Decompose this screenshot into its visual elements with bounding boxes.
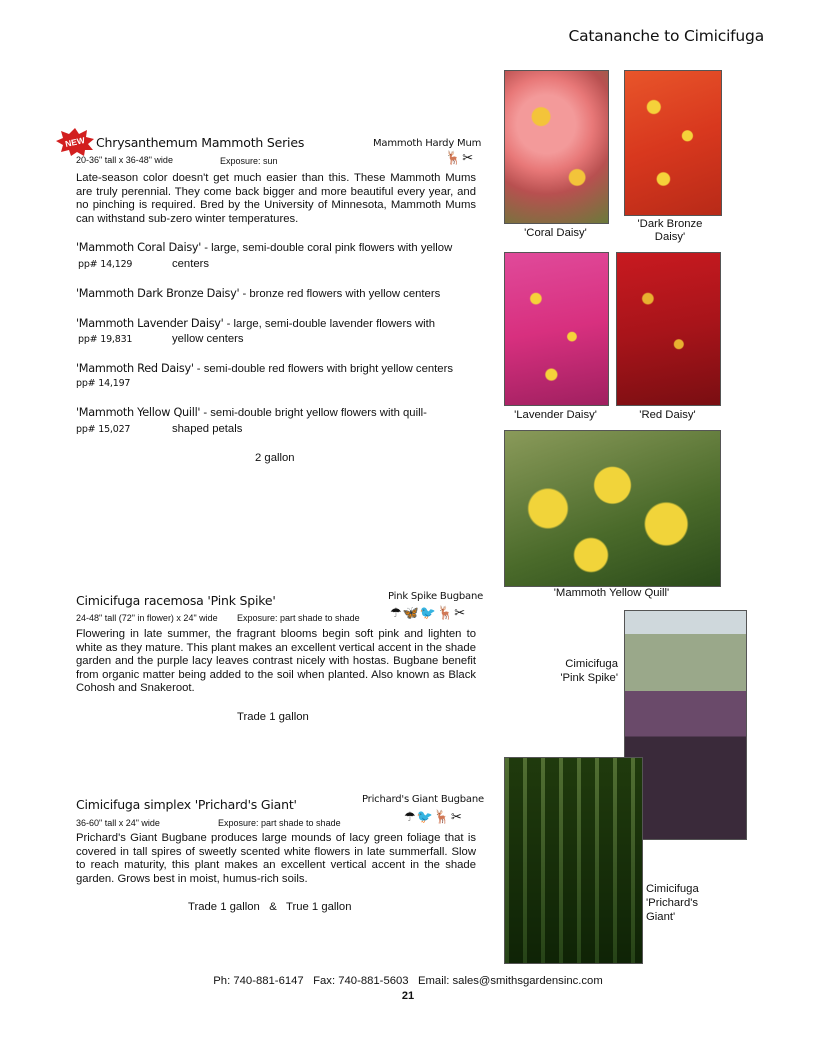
photo-coral-daisy [504, 70, 609, 224]
size-pink-spike: 24-48" tall (72" in flower) x 24" wide [76, 613, 218, 623]
variety-desc: - semi-double red flowers with bright yellow centers [193, 363, 453, 375]
cut-flower-icon: ✂ [462, 150, 475, 165]
pot-size-pink-spike: Trade 1 gallon [237, 711, 309, 723]
icons-prichard [404, 809, 463, 825]
variety-name: 'Mammoth Lavender Daisy' [76, 317, 224, 330]
variety-desc: - bronze red flowers with yellow centers [239, 288, 441, 300]
variety-name: 'Mammoth Coral Daisy' [76, 241, 202, 254]
hummingbird-icon: 🐦 [416, 809, 434, 824]
caption-mammoth-yellow-quill: 'Mammoth Yellow Quill' [553, 587, 670, 599]
common-name-chrysanthemum: Mammoth Hardy Mum [373, 138, 482, 149]
variety-yellow [76, 406, 496, 419]
photo-lavender-daisy [504, 252, 609, 406]
new-badge-text: NEW [64, 135, 86, 149]
caption-coral-daisy: 'Coral Daisy' [524, 227, 587, 239]
section-title-prichard: Cimicifuga simplex 'Prichard's Giant' [76, 797, 297, 812]
variety-desc-cont: yellow centers [172, 333, 244, 345]
variety-desc: - large, semi-double coral pink flowers with yellow [201, 242, 453, 254]
pot-size-prichard: Trade 1 gallon & True 1 gallon [188, 901, 352, 913]
photo-red-daisy [616, 252, 721, 406]
shade-icon: ☂ [404, 809, 417, 824]
patent-coral: pp# 14,129 [78, 259, 133, 270]
photo-dark-bronze-daisy [624, 70, 722, 216]
footer-contact: Ph: 740-881-6147 Fax: 740-881-5603 Email: sales@smithsgardensinc.com [213, 975, 603, 987]
photo-prichards-giant [504, 757, 643, 964]
exposure-prichard: Exposure: part shade to shade [218, 818, 341, 828]
variety-name: 'Mammoth Red Daisy' [76, 362, 194, 375]
variety-name: 'Mammoth Yellow Quill' [76, 406, 201, 419]
shade-icon: ☂ [390, 605, 403, 620]
butterfly-icon: 🦋 [402, 605, 420, 620]
caption-pink-spike: Cimicifuga 'Pink Spike' [560, 658, 618, 684]
caption-prichards-giant: Cimicifuga 'Prichard's Giant' [646, 883, 699, 923]
description-pink-spike: Flowering in late summer, the fragrant blooms begin soft pink and lighten to white as they mature. This plant makes an excellent vertical accent in the shade garden and the purple lacy leaves contrast nicely with hostas. Bugbane benefit from organic matter being added to the soil when planted. Also known as Black Cohosh and Snakeroot. [76, 628, 476, 695]
exposure-chrysanthemum: Exposure: sun [220, 156, 278, 166]
caption-dark-bronze-daisy: 'Dark Bronze Daisy' [637, 218, 703, 243]
description-prichard: Prichard's Giant Bugbane produces large mounds of lacy green foliage that is covered in tall spires of sweetly scented white flowers in late summerfall. Slow to reach maturity, this plant makes an excellent vertical accent in the shade garden. Grows best in moist, humus-rich soils. [76, 832, 476, 885]
cut-flower-icon: ✂ [451, 809, 463, 824]
icons-chrysanthemum [445, 150, 474, 166]
page-header-title: Catananche to Cimicifuga [568, 27, 764, 45]
patent-red: pp# 14,197 [76, 378, 131, 389]
variety-desc: - semi-double bright yellow flowers with quill- [200, 407, 427, 419]
variety-desc-cont: shaped petals [172, 423, 243, 435]
pot-size-chrysanthemum: 2 gallon [255, 452, 295, 464]
deer-resistant-icon: 🦌 [437, 605, 455, 620]
caption-lavender-daisy: 'Lavender Daisy' [514, 409, 597, 421]
page-number: 21 [401, 990, 415, 1002]
caption-red-daisy: 'Red Daisy' [639, 409, 696, 421]
variety-bronze [76, 287, 496, 300]
common-name-prichard: Prichard's Giant Bugbane [362, 794, 484, 805]
description-chrysanthemum: Late-season color doesn't get much easier than this. These Mammoth Mums are truly perennial. They come back bigger and more beautiful every year, and no pinching is required. Bred by the University of Minnesota, Mammoth Mums can withstand sub-zero winter temperatures. [76, 172, 476, 225]
hummingbird-icon: 🐦 [419, 605, 438, 620]
variety-lavender [76, 317, 496, 330]
new-badge-icon [56, 128, 94, 156]
size-chrysanthemum: 20-36" tall x 36-48" wide [76, 155, 173, 165]
icons-pink-spike [390, 605, 466, 621]
cut-flower-icon: ✂ [454, 605, 467, 620]
common-name-pink-spike: Pink Spike Bugbane [388, 591, 484, 602]
section-title-pink-spike: Cimicifuga racemosa 'Pink Spike' [76, 593, 276, 608]
variety-name: 'Mammoth Dark Bronze Daisy' [76, 287, 240, 300]
photo-mammoth-yellow-quill [504, 430, 721, 587]
patent-yellow: pp# 15,027 [76, 424, 131, 435]
section-title-chrysanthemum: Chrysanthemum Mammoth Series [96, 135, 305, 150]
variety-desc: - large, semi-double lavender flowers with [223, 318, 436, 330]
patent-lavender: pp# 19,831 [78, 334, 133, 345]
exposure-pink-spike: Exposure: part shade to shade [237, 613, 360, 623]
variety-red [76, 362, 496, 375]
deer-resistant-icon: 🦌 [433, 809, 452, 824]
size-prichard: 36-60" tall x 24" wide [76, 818, 160, 828]
variety-coral [76, 241, 496, 254]
variety-desc-cont: centers [172, 258, 210, 270]
deer-resistant-icon: 🦌 [445, 150, 463, 165]
